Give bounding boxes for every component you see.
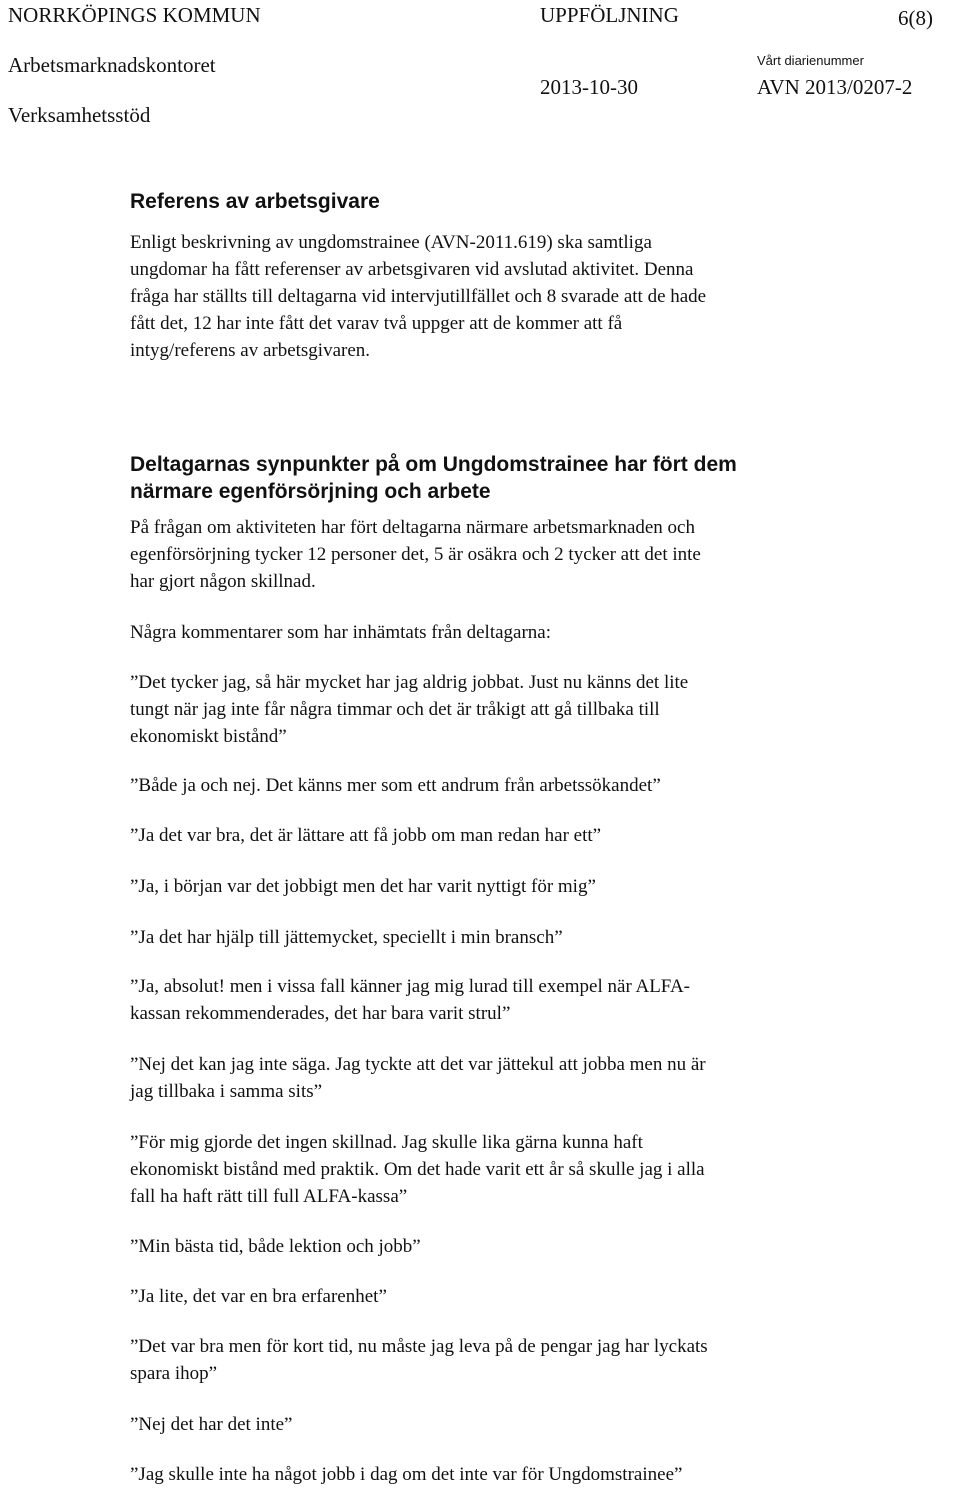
- quote-item: [130, 1461, 850, 1488]
- quote-item: [130, 669, 850, 750]
- quote-item: [130, 822, 850, 849]
- text-line: På frågan om aktiviteten har fört deltagarna närmare arbetsmarknaden och: [130, 517, 695, 538]
- quote-item: [130, 1283, 850, 1310]
- intro-paragraph: [130, 514, 850, 595]
- quote-item: [130, 1129, 850, 1210]
- quote-line: ”Ja det var bra, det är lättare att få jobb om man redan har ett”: [130, 825, 602, 846]
- quote-line: ”Nej det kan jag inte säga. Jag tyckte att det var jättekul att jobba men nu är: [130, 1054, 706, 1075]
- quote-line: ”Ja det har hjälp till jättemycket, speciellt i min bransch”: [130, 927, 563, 948]
- heading-line: närmare egenförsörjning och arbete: [130, 480, 491, 503]
- document-date: 2013-10-30: [540, 75, 638, 99]
- heading-line: Deltagarnas synpunkter på om Ungdomstrainee har fört dem: [130, 453, 737, 476]
- quote-line: ”Jag skulle inte ha något jobb i dag om det inte var för Ungdomstrainee”: [130, 1464, 683, 1485]
- quote-line: ”Ja, absolut! men i vissa fall känner jag mig lurad till exempel när ALFA-: [130, 976, 690, 997]
- text-line: fråga har ställts till deltagarna vid intervjutillfället och 8 svarade att de hade: [130, 286, 707, 307]
- document-type: UPPFÖLJNING: [540, 3, 679, 27]
- diarie-number: AVN 2013/0207-2: [757, 75, 913, 99]
- quote-line: ”Det var bra men för kort tid, nu måste jag leva på de pengar jag har lyckats: [130, 1336, 708, 1357]
- text-line: intyg/referens av arbetsgivaren.: [130, 340, 371, 361]
- quote-line: ”Både ja och nej. Det känns mer som ett andrum från arbetssökandet”: [130, 775, 661, 796]
- quote-line: ”Ja lite, det var en bra erfarenhet”: [130, 1286, 387, 1307]
- text-line: egenförsörjning tycker 12 personer det, 5 är osäkra och 2 tycker att det inte: [130, 544, 701, 565]
- quote-item: [130, 1233, 850, 1260]
- quote-item: [130, 1333, 850, 1387]
- quote-item: [130, 772, 850, 799]
- organization-name: NORRKÖPINGS KOMMUN: [8, 3, 261, 27]
- text-line: ungdomar ha fått referenser av arbetsgivaren vid avslutad aktivitet. Denna: [130, 259, 694, 280]
- quote-line: ”Det tycker jag, så här mycket har jag aldrig jobbat. Just nu känns det lite: [130, 672, 689, 693]
- quote-line: jag tillbaka i samma sits”: [130, 1081, 323, 1102]
- quote-line: ekonomiskt bistånd”: [130, 726, 287, 747]
- quote-item: [130, 973, 850, 1027]
- quote-line: ekonomiskt bistånd med praktik. Om det hade varit ett år så skulle jag i alla: [130, 1159, 705, 1180]
- quote-line: fall ha haft rätt till full ALFA-kassa”: [130, 1186, 408, 1207]
- quote-item: [130, 1411, 850, 1438]
- quote-line: ”Ja, i början var det jobbigt men det har varit nyttigt för mig”: [130, 876, 596, 897]
- page-number: 6(8): [898, 6, 933, 30]
- quote-line: ”Min bästa tid, både lektion och jobb”: [130, 1236, 421, 1257]
- text-line: Enligt beskrivning av ungdomstrainee (AVN-2011.619) ska samtliga: [130, 232, 652, 253]
- department-name: Verksamhetsstöd: [8, 103, 151, 127]
- quote-line: ”För mig gjorde det ingen skillnad. Jag skulle lika gärna kunna haft: [130, 1132, 643, 1153]
- section-heading-synpunkter: [130, 451, 737, 505]
- quote-item: [130, 924, 850, 951]
- quote-item: [130, 1051, 850, 1105]
- section-heading-references: Referens av arbetsgivare: [130, 190, 380, 213]
- office-name: Arbetsmarknadskontoret: [8, 53, 216, 77]
- text-line: har gjort någon skillnad.: [130, 571, 316, 592]
- diarie-label: Vårt diarienummer: [757, 53, 864, 68]
- text-line: fått det, 12 har inte fått det varav två uppger att de kommer att få: [130, 313, 623, 334]
- quote-line: tungt när jag inte får några timmar och det är tråkigt att gå tillbaka till: [130, 699, 660, 720]
- quote-line: ”Nej det har det inte”: [130, 1414, 293, 1435]
- quote-line: kassan rekommenderades, det har bara varit strul”: [130, 1003, 511, 1024]
- quote-item: [130, 873, 850, 900]
- comments-intro: Några kommentarer som har inhämtats från deltagarna:: [130, 622, 551, 643]
- quote-line: spara ihop”: [130, 1363, 218, 1384]
- references-paragraph: [130, 229, 850, 364]
